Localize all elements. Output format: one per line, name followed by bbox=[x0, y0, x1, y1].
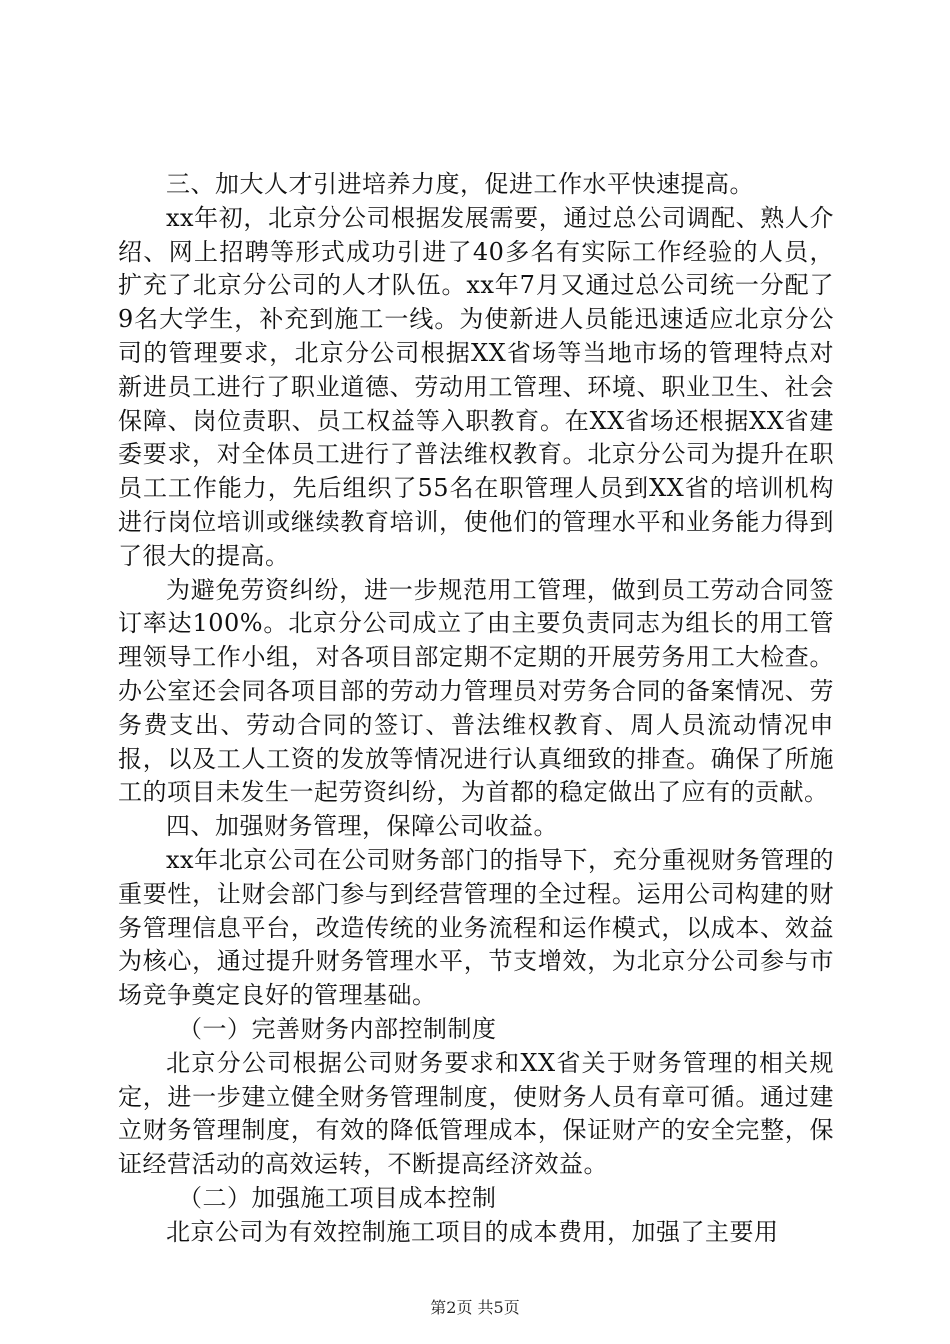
paragraph-cost-control: 北京公司为有效控制施工项目的成本费用，加强了主要用 bbox=[166, 1217, 779, 1246]
section-heading-talent: 三、加大人才引进培养力度，促进工作水平快速提高。 bbox=[166, 170, 754, 198]
subheading-internal-control: （一）完善财务内部控制制度 bbox=[178, 1014, 497, 1043]
page-number-footer: 第2页 共5页 bbox=[430, 1298, 520, 1317]
subheading-cost-control: （二）加强施工项目成本控制 bbox=[178, 1183, 497, 1212]
paragraph-finance-overview: xx年北京公司在公司财务部门的指导下，充分重视财务管理的重要性，让财会部门参与到经营管理的全过程。运用公司构建的财务管理信息平台，改造传统的业务流程和运作模式，以成本、效益为核心，通过提升财务管理水平，节支增效，为北京分公司参与市场竞争奠定良好的管理基础。 bbox=[118, 845, 834, 1010]
document-body bbox=[118, 168, 834, 1250]
paragraph-talent-recruitment: xx年初，北京分公司根据发展需要，通过总公司调配、熟人介绍、网上招聘等形式成功引进了40多名有实际工作经验的人员，扩充了北京分公司的人才队伍。xx年7月又通过总公司统一分配了9名大学生，补充到施工一线。为使新进人员能迅速适应北京分公司的管理要求，北京分公司根据XX省场等当地市场的管理特点对新进员工进行了职业道德、劳动用工管理、环境、职业卫生、社会保障、岗位责职、员工权益等入职教育。在XX省场还根据XX省建委要求，对全体员工进行了普法维权教育。北京分公司为提升在职员工工作能力，先后组织了55名在职管理人员到XX省的培训机构进行岗位培训或继续教育培训，使他们的管理水平和业务能力得到了很大的提高。 bbox=[118, 203, 834, 570]
section-heading-finance: 四、加强财务管理，保障公司收益。 bbox=[166, 812, 558, 841]
paragraph-internal-control: 北京分公司根据公司财务要求和XX省关于财务管理的相关规定，进一步建立健全财务管理制度，使财务人员有章可循。通过建立财务管理制度，有效的降低管理成本，保证财产的安全完整，保证经营活动的高效运转，不断提高经济效益。 bbox=[118, 1048, 834, 1179]
paragraph-labor-disputes: 为避免劳资纠纷，进一步规范用工管理，做到员工劳动合同签订率达100%。北京分公司成立了由主要负责同志为组长的用工管理领导工作小组，对各项目部定期不定期的开展劳务用工大检查。办公室还会同各项目部的劳动力管理员对劳务合同的备案情况、劳务费支出、劳动合同的签订、普法维权教育、周人员流动情况申报，以及工人工资的发放等情况进行认真细致的排查。确保了所施工的项目未发生一起劳资纠纷，为首都的稳定做出了应有的贡献。 bbox=[118, 575, 834, 807]
